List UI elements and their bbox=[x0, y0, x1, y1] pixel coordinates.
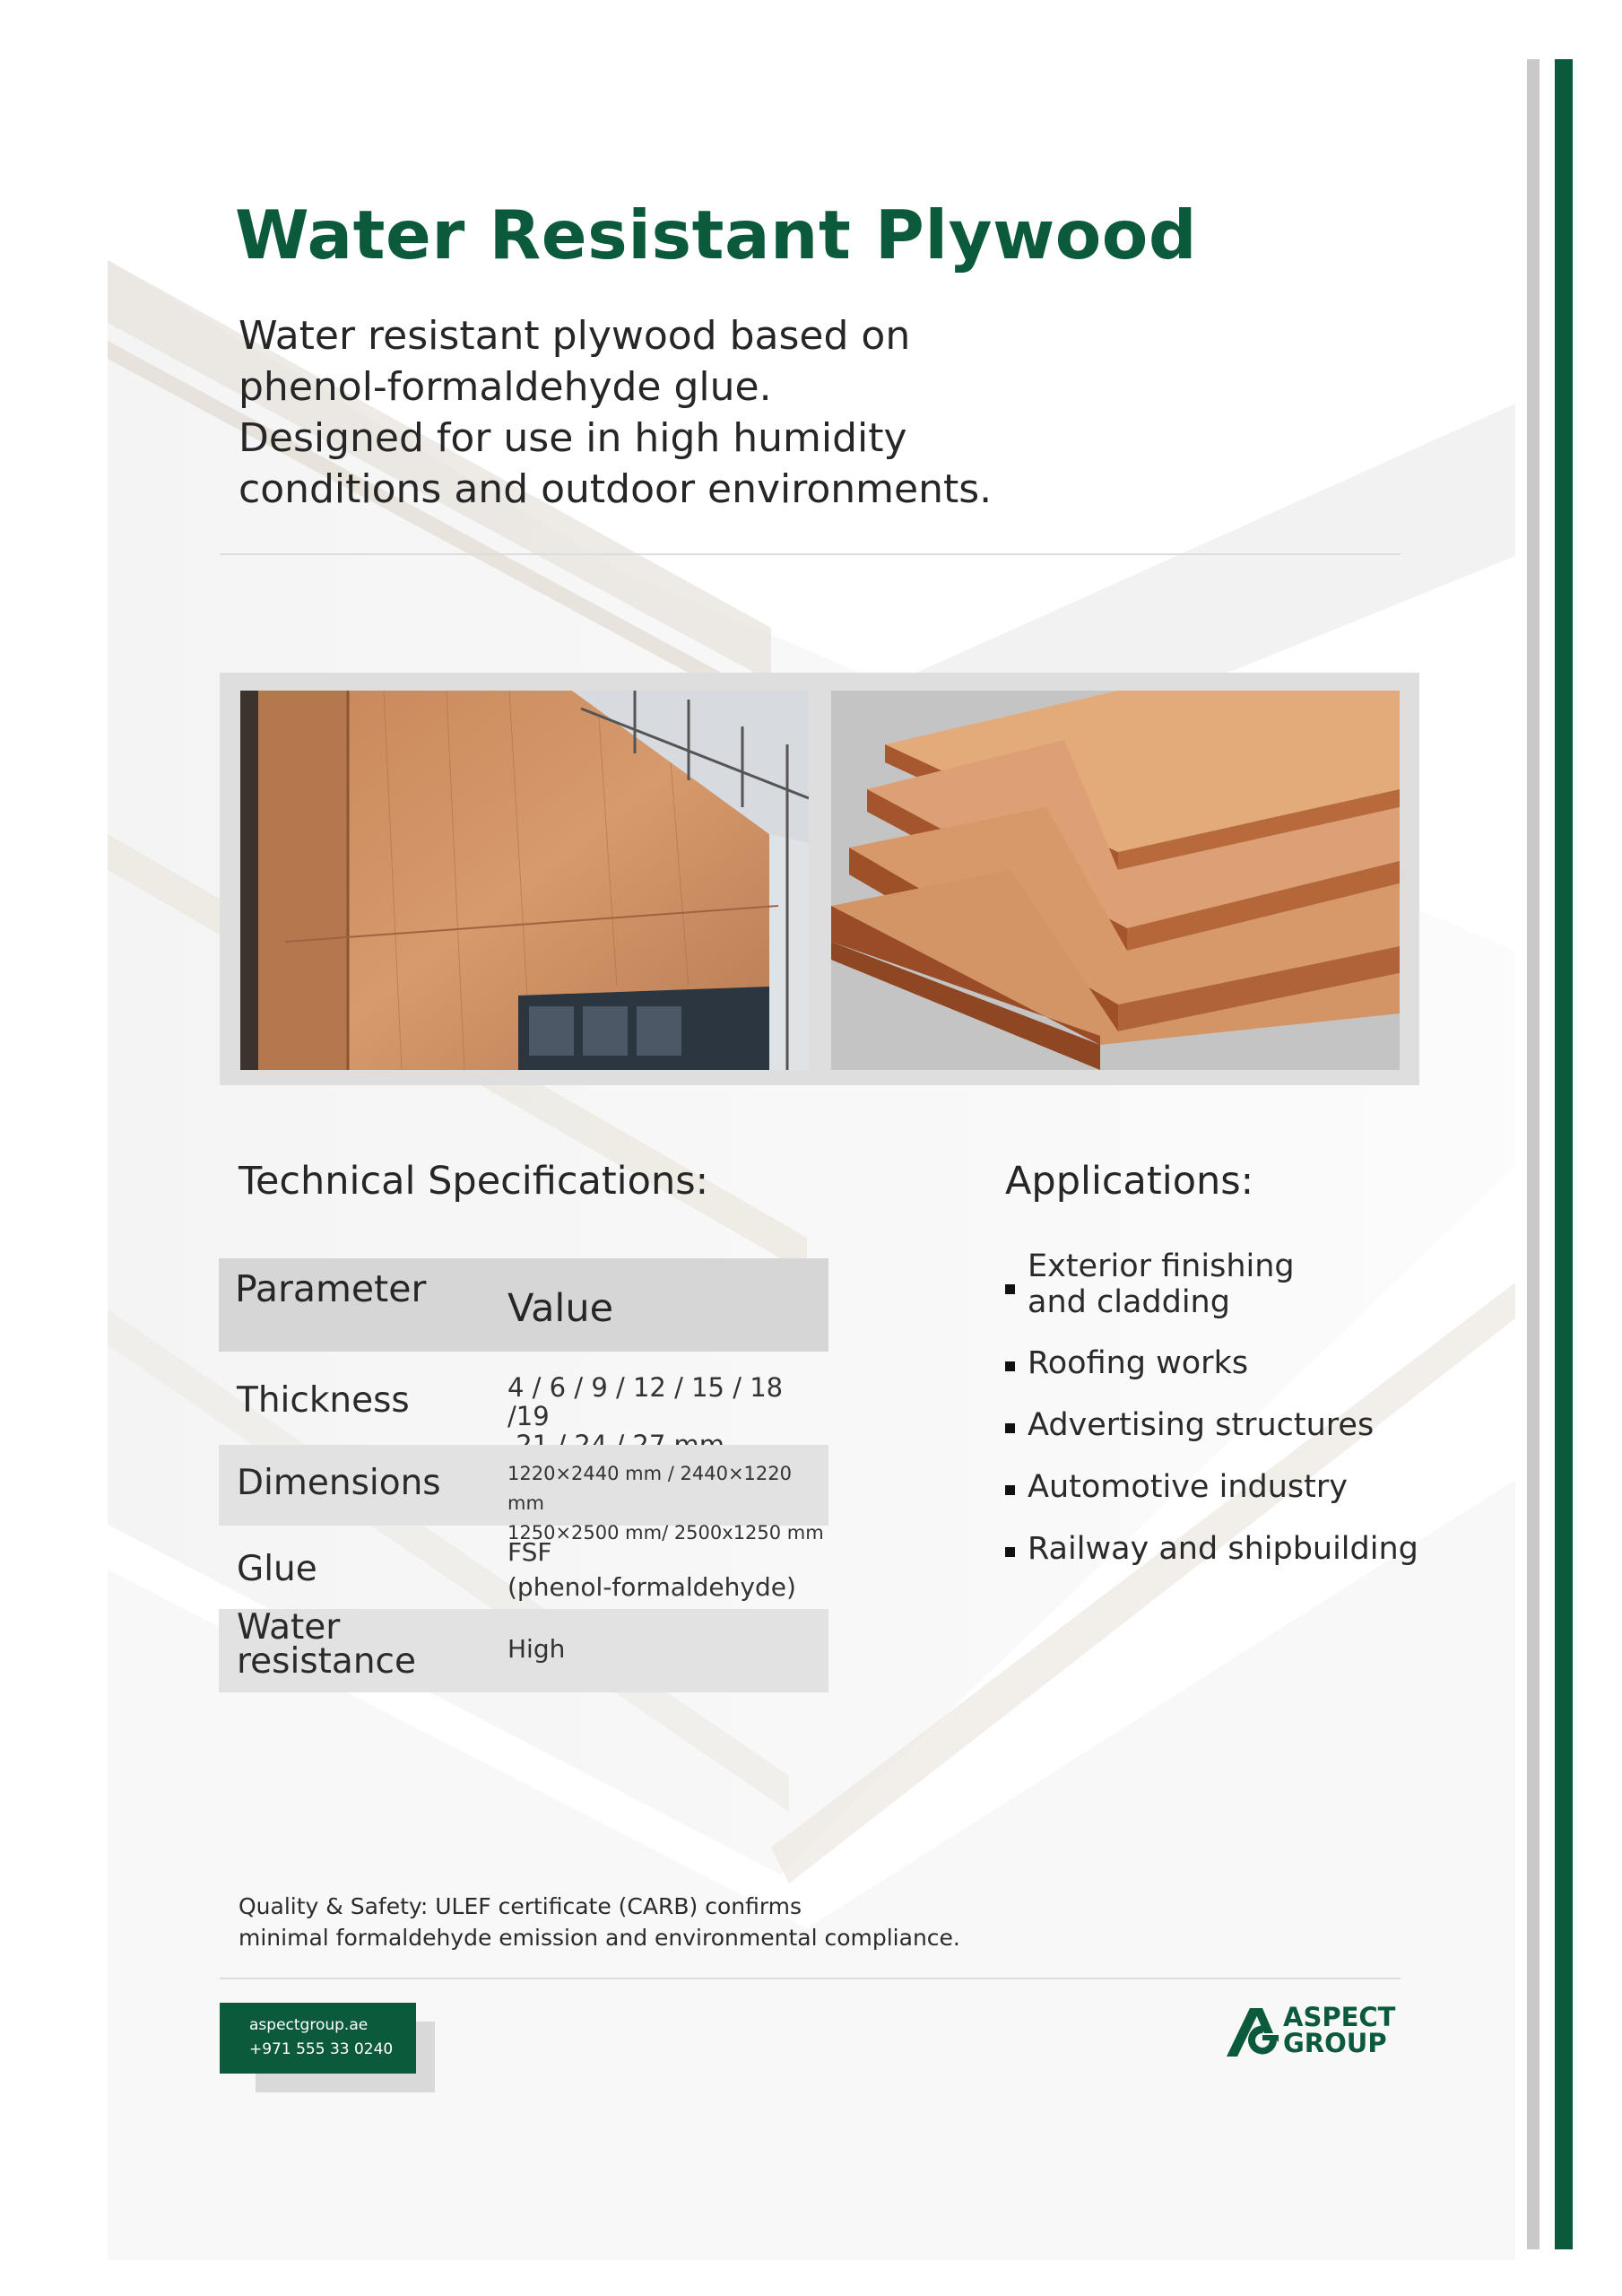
application-text: Automotive industry bbox=[1028, 1469, 1348, 1505]
quality-line: minimal formaldehyde emission and environmental compliance. bbox=[239, 1925, 960, 1951]
value-text: (phenol-formaldehyde) bbox=[507, 1572, 796, 1602]
application-text: Railway and shipbuilding bbox=[1028, 1531, 1418, 1567]
list-item bbox=[1005, 1345, 1507, 1381]
website-link[interactable]: aspectgroup.ae bbox=[249, 2016, 369, 2034]
parameter-text: Water bbox=[237, 1607, 341, 1648]
parameter-cell bbox=[237, 1549, 317, 1589]
value-text: High bbox=[507, 1634, 566, 1664]
list-item bbox=[1005, 1531, 1507, 1567]
aspect-logo-mark-icon bbox=[1227, 2006, 1282, 2058]
logo-line: ASPECT bbox=[1283, 2002, 1396, 2032]
parameter-text: Thickness bbox=[237, 1380, 410, 1421]
list-item bbox=[1005, 1248, 1507, 1320]
logo-line: GROUP bbox=[1283, 2028, 1387, 2058]
contact-box bbox=[220, 2003, 416, 2074]
quality-safety-note bbox=[239, 1891, 1045, 1953]
table-row bbox=[219, 1352, 828, 1445]
column-header-parameter: Parameter bbox=[235, 1267, 427, 1310]
application-text: and cladding bbox=[1028, 1284, 1230, 1320]
table-row bbox=[219, 1526, 828, 1609]
square-bullet-icon bbox=[1005, 1361, 1015, 1371]
value-text: FSF bbox=[507, 1537, 552, 1567]
divider bbox=[220, 1978, 1401, 1979]
column-header-value: Value bbox=[507, 1286, 614, 1331]
value-text: 4 / 6 / 9 / 12 / 15 / 18 /19 bbox=[507, 1372, 784, 1431]
intro-line: phenol-formaldehyde glue. bbox=[239, 364, 772, 410]
square-bullet-icon bbox=[1005, 1547, 1015, 1557]
application-text: Advertising structures bbox=[1028, 1407, 1375, 1443]
parameter-text: Glue bbox=[237, 1549, 317, 1589]
quality-line: Quality & Safety: ULEF certificate (CARB) confirms bbox=[239, 1893, 802, 1919]
parameter-text: resistance bbox=[237, 1641, 416, 1682]
technical-specifications-heading: Technical Specifications: bbox=[239, 1159, 709, 1204]
parameter-text: Dimensions bbox=[237, 1463, 441, 1503]
list-item bbox=[1005, 1407, 1507, 1443]
square-bullet-icon bbox=[1005, 1423, 1015, 1433]
value-text: 1250×2500 mm/ 2500x1250 mm bbox=[507, 1522, 824, 1544]
parameter-cell bbox=[237, 1463, 441, 1503]
square-bullet-icon bbox=[1005, 1485, 1015, 1495]
parameter-cell bbox=[237, 1607, 416, 1682]
intro-text bbox=[239, 310, 1135, 515]
intro-line: conditions and outdoor environments. bbox=[239, 466, 993, 512]
application-text: Roofing works bbox=[1028, 1345, 1249, 1381]
table-row bbox=[219, 1609, 828, 1692]
page-title: Water Resistant Plywood bbox=[235, 196, 1197, 274]
decorative-grey-stripe bbox=[1527, 59, 1540, 2249]
decorative-green-stripe bbox=[1555, 59, 1573, 2249]
parameter-cell bbox=[237, 1380, 410, 1421]
specifications-table bbox=[219, 1258, 828, 1692]
applications-heading: Applications: bbox=[1005, 1159, 1254, 1204]
phone-number[interactable]: +971 555 33 0240 bbox=[249, 2040, 394, 2058]
stacked-plywood-photo bbox=[831, 691, 1400, 1070]
intro-line: Water resistant plywood based on bbox=[239, 313, 911, 359]
intro-line: Designed for use in high humidity bbox=[239, 415, 907, 461]
table-row bbox=[219, 1445, 828, 1544]
building-cladding-photo bbox=[240, 691, 809, 1070]
value-cell bbox=[507, 1634, 565, 1665]
application-text: Exterior finishing bbox=[1028, 1248, 1295, 1284]
value-text: 1220×2440 mm / 2440×1220 mm bbox=[507, 1463, 792, 1514]
list-item bbox=[1005, 1469, 1507, 1505]
divider bbox=[220, 553, 1401, 555]
logo-wordmark bbox=[1283, 2002, 1396, 2058]
square-bullet-icon bbox=[1005, 1284, 1015, 1294]
applications-list bbox=[1005, 1248, 1507, 1567]
aspect-group-logo bbox=[1227, 2002, 1406, 2058]
table-header-row bbox=[219, 1258, 828, 1352]
value-cell bbox=[507, 1535, 796, 1605]
